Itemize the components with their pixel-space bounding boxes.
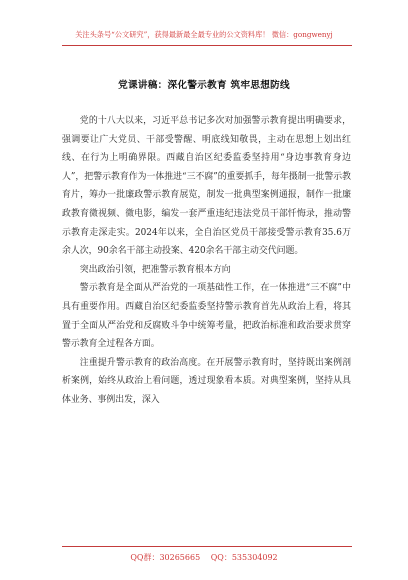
body-paragraph: 党的十八大以来，习近平总书记多次对加强警示教育提出明确要求，强调要让广大党员、干部受警醒、明底线知敬畏，主动在思想上划出红线、在行为上明确界限。西藏自治区纪委监委坚持用“身边事教育身边人”，把警示教育作为一体推进“三不腐”的重要抓手，每年摄制一批警示教育片，筹办一批廉政警示教育展览，制发一批典型案例通报，制作一批廉政教育微视频、微电影，编发一套严重违纪违法党员干部忏悔录，推动警示教育走深走实。2024年以来，全自治区党员干部接受警示教育35.6万余人次，90余名干部主动投案、420余名干部主动交代问题。: [62, 116, 351, 257]
document-title: 党课讲稿：深化警示教育 筑牢思想防线: [118, 80, 290, 91]
footer-divider: [62, 546, 352, 547]
document-body: [62, 112, 351, 410]
footer-qq-group: QQ群：30265665: [130, 553, 201, 562]
body-paragraph: 警示教育是全面从严治党的一项基础性工作，在一体推进“三不腐”中具有重要作用。西藏自治区纪委监委坚持警示教育首先从政治上看，将其置于全面从严治党和反腐败斗争中统筹考量，把政治标准和政治要求贯穿警示教育全过程各方面。: [62, 283, 351, 350]
header-divider: [62, 45, 352, 46]
footer-contact: [0, 552, 408, 563]
footer-qq: QQ：535304092: [210, 553, 278, 562]
section-heading: 突出政治引领，把准警示教育根本方向: [79, 264, 231, 275]
body-paragraph: 注重提升警示教育的政治高度。在开展警示教育时，坚持既出案例剖析案例，始终从政治上看问题，透过现象看本质。对典型案例，坚持从具体业务、事例出发，深入: [62, 357, 351, 405]
header-banner: 关注头条号“公文研究”，获得最新最全最专业的公文资料库！ 微信：gongwenyj: [75, 30, 333, 39]
